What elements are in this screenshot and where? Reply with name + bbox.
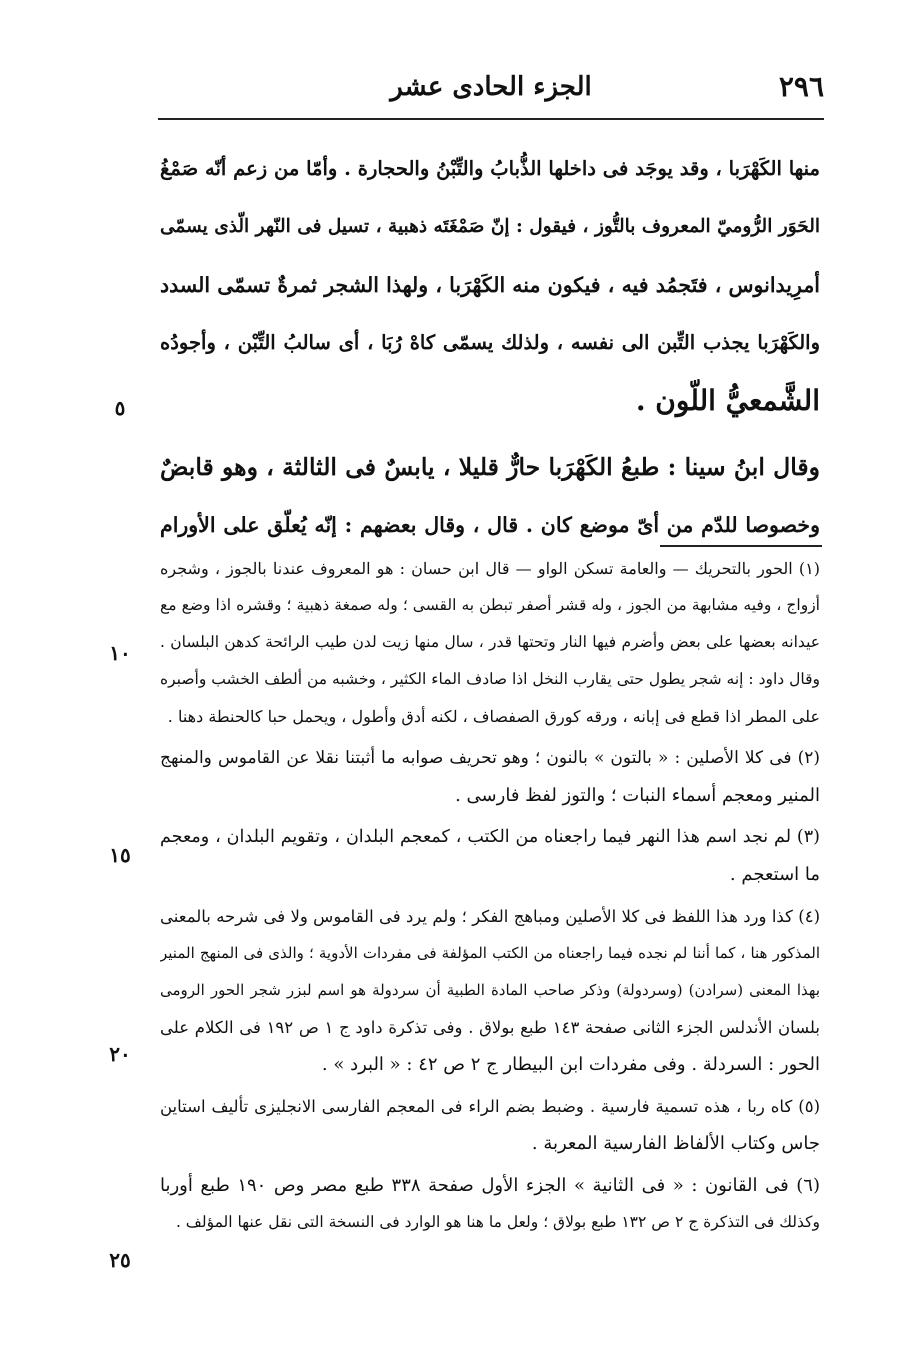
footnote-line: جاس وكتاب الألفاظ الفارسية المعربة . [531,1133,820,1154]
line-number-marker: ٥ [114,396,126,420]
footnote-line: المذكور هنا ، كما أننا لم نجده فيما راجعناه من الكتب المؤلفة فى مفردات الأدوية ؛ والذى فى المنهج المنير [160,944,820,962]
footnote-line: (٤) كذا ورد هذا اللفظ فى كلا الأصلين ومباهج الفكر ؛ ولم يرد فى القاموس ولا فى شرحه بالمعنى [160,907,820,926]
line-number-marker: ٢٠ [109,1042,131,1066]
page-number: ٢٩٦ [778,70,824,103]
footnote-line: عيدانه بعضها على بعض وأضرم فيها النار وتحتها قدر ، سال منها زيت لدن طيب الرائحة كدهن البلسان . [160,633,820,651]
line-number-marker: ١٠ [109,641,131,665]
page-header [158,60,824,116]
running-title: الجزء الحادى عشر [390,72,592,102]
main-text [160,140,820,554]
footnote-line: بهذا المعنى (سرادن) (وسردولة) وذكر صاحب المادة الطبية أن سردولة هو اسم لبزر شجر الحور الرومى [160,981,820,999]
footnote-line: ما استعجم . [729,864,820,885]
footnote-line: على المطر اذا قطع فى إبانه ، ورقه كورق الصفصاف ، لكنه أدق وأطول ، ويحمل حبا كالحنطة دهنا . [167,707,820,726]
footnotes [160,550,820,1241]
footnote-line: الحور : السردلة . وفى مفردات ابن البيطار ج ٢ ص ٤٢ : « البرد » . [321,1054,820,1075]
footnote-line: وقال داود : إنه شجر يطول حتى يقارب النخل اذا صادف الماء الكثير ، وخشبه من ألطف الخشب وأصبره [160,670,820,688]
main-text-line: أمرِيدانوس ، فتَجمُد فيه ، فيكون منه الكَهْرَبا ، ولهذا الشجر ثمرةٌ تسمّى السدد [160,273,820,297]
line-number-marker: ١٥ [109,843,131,867]
footnote-line: (٢) فى كلا الأصلين : « بالتون » بالنون ؛ وهو تحريف صوابه ما أثبتنا نقلا عن القاموس والمنهج [160,748,820,768]
footnote-line: (٥) كاه ربا ، هذه تسمية فارسية . وضبط بضم الراء فى المعجم الفارسى الانجليزى تأليف استاين [160,1097,820,1116]
footnote-line: (١) الحور بالتحريك — والعامة تسكن الواو — قال ابن حسان : هو المعروف عندنا بالجوز ، وشجره [160,559,820,578]
footnote-line: بلسان الأندلس الجزء الثانى صفحة ١٤٣ طبع بولاق . وفى تذكرة داود ج ١ ص ١٩٢ فى الكلام على [160,1018,820,1037]
main-text-line: وقال ابنُ سينا : طبعُ الكَهْرَبا حارٌّ قليلا ، يابسٌ فى الثالثة ، وهو قابضٌ [160,453,820,481]
footnote-separator [660,545,822,547]
main-text-line: منها الكَهْرَبا ، وقد يوجَد فى داخلها الذُّبابُ والتِّبْنُ والحجارة . وأمّا من زعم أنّه صَمْغُ [160,157,820,180]
footnote-line: (٦) فى القانون : « فى الثانية » الجزء الأول صفحة ٣٣٨ طبع مصر وص ١٩٠ طبع أوربا [160,1175,820,1196]
main-text-line: والكَهْرَبا يجذب التِّبن الى نفسه ، ولذلك يسمّى كاهْ رُبَا ، أى سالبُ التِّبْن ، وأجودُه [160,331,820,354]
main-text-line: الشَّمعيُّ اللّون . [635,384,820,417]
main-text-line: وخصوصا للدّم من أىّ موضع كان . قال ، وقال بعضهم : إنّه يُعلّق على الأورام [160,513,820,537]
footnote-line: (٣) لم نجد اسم هذا النهر فيما راجعناه من الكتب ، كمعجم البلدان ، وتقويم البلدان ، ومعجم [160,827,820,847]
main-text-line: الحَوَر الرُّوميّ المعروف بالتُّوز ، فيقول : إنّ صَمْغَتَه ذهبية ، تسيل فى النّهر الّذى يسمّى [160,216,820,237]
footnote-line: أزواج ، وفيه مشابهة من الجوز ، وله قشر أصفر تبطن به القسى ؛ وله صمغة ذهبية ؛ وقشره اذا وضع مع [160,596,820,614]
line-number-marker: ٢٥ [109,1248,131,1272]
footnote-line: وكذلك فى التذكرة ج ٢ ص ١٣٢ طبع بولاق ؛ ولعل ما هنا هو الوارد فى النسخة التى نقل عنها المؤلف . [175,1213,820,1231]
footnote-line: المنير ومعجم أسماء النبات ؛ والتوز لفظ فارسى . [455,785,820,806]
header-rule [158,118,824,120]
